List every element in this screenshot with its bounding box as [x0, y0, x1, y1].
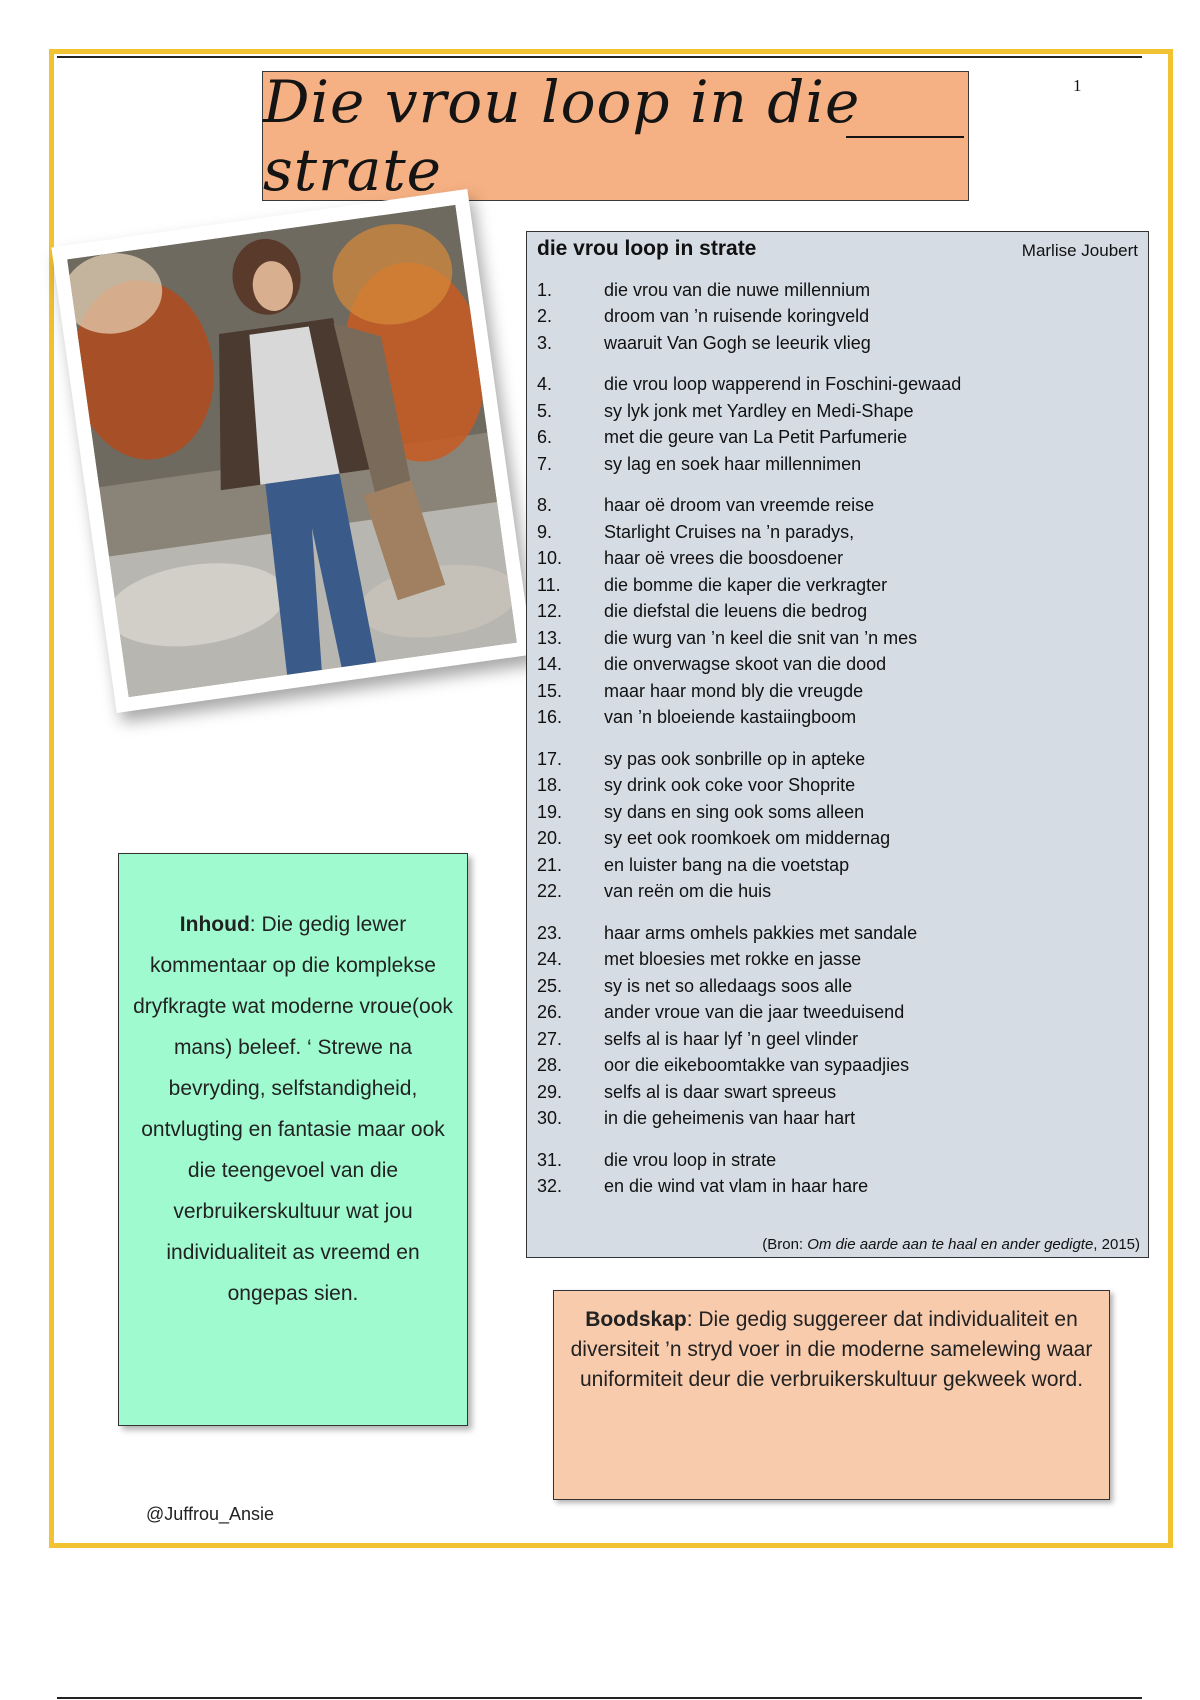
poem-line-number: 13. — [537, 627, 563, 648]
poem-author: Marlise Joubert — [1021, 241, 1138, 260]
poem-line-text: die vrou van die nuwe millennium — [604, 279, 871, 300]
poem-line-text: en die wind vat vlam in haar hare — [604, 1176, 869, 1197]
poem-line — [537, 625, 1137, 652]
poem-line-number: 32. — [537, 1176, 563, 1197]
poem-line — [537, 372, 1137, 399]
poem-line-text: van reën om die huis — [604, 881, 772, 902]
poem-source-prefix: (Bron: — [762, 1236, 808, 1253]
poem-line-number: 28. — [537, 1055, 563, 1076]
poem-line-number: 19. — [537, 801, 563, 822]
poem-line — [537, 973, 1137, 1000]
boodskap-box — [553, 1290, 1110, 1500]
poem-line — [537, 678, 1137, 705]
poem-line-text: sy is net so alledaags soos alle — [604, 975, 853, 996]
page-title-text: Die vrou loop in die strate — [263, 68, 861, 204]
poem-line-text: in die geheimenis van haar hart — [604, 1108, 856, 1129]
poem-stanza — [537, 1147, 1137, 1200]
poem-line-text: die vrou loop wapperend in Foschini-gewaad — [604, 374, 962, 395]
poem-line-text: en luister bang na die voetstap — [604, 854, 850, 875]
inhoud-box — [118, 853, 468, 1426]
poem-line-number: 1. — [537, 279, 553, 300]
poem-line — [537, 705, 1137, 732]
poem-line-number: 22. — [537, 881, 563, 902]
poem-line-number: 8. — [537, 495, 553, 516]
poem-line-text: die bomme die kaper die verkragter — [604, 574, 888, 595]
poem-line-number: 25. — [537, 975, 563, 996]
poem-line — [537, 799, 1137, 826]
bottom-rule — [57, 1697, 1142, 1699]
poem-line-number: 15. — [537, 680, 563, 701]
poem-line-text: haar oë vrees die boosdoener — [604, 548, 844, 569]
poem-line — [537, 852, 1137, 879]
poem-line-number: 7. — [537, 453, 553, 474]
poem-lines — [537, 277, 1137, 1215]
poem-line-text: die diefstal die leuens die bedrog — [604, 601, 868, 622]
poem-line — [537, 826, 1137, 853]
poem-line-text: sy drink ook coke voor Shoprite — [604, 775, 856, 796]
poem-line-number: 29. — [537, 1081, 563, 1102]
poem-stanza — [537, 746, 1137, 905]
poem-line-text: die vrou loop in strate — [604, 1149, 777, 1170]
poem-line — [537, 879, 1137, 906]
poem-line-text: sy dans en sing ook soms alleen — [604, 801, 865, 822]
poem-line-text: ander vroue van die jaar tweeduisend — [604, 1002, 905, 1023]
poem-line-number: 30. — [537, 1108, 563, 1129]
poem-line-text: van ’n bloeiende kastaiingboom — [604, 707, 857, 728]
poem-line-text: selfs al is haar lyf ’n geel vlinder — [604, 1028, 859, 1049]
poem-source — [762, 1236, 1140, 1253]
poem-line — [537, 1053, 1137, 1080]
poem-line — [537, 1147, 1137, 1174]
poem-line-number: 27. — [537, 1028, 563, 1049]
poem-stanza — [537, 372, 1137, 478]
poem-line-text: sy lyk jonk met Yardley en Medi-Shape — [604, 400, 914, 421]
poem-line-text: sy lag en soek haar millennimen — [604, 453, 862, 474]
poem-line-number: 3. — [537, 332, 553, 353]
poem-line-text: droom van ’n ruisende koringveld — [604, 306, 870, 327]
poem-line — [537, 599, 1137, 626]
poem-line-text: die wurg van ’n keel die snit van ’n mes — [604, 627, 918, 648]
poem-line-number: 21. — [537, 854, 563, 875]
poem-source-suffix: , 2015) — [1093, 1236, 1140, 1253]
poem-line-number: 14. — [537, 654, 563, 675]
poem-line-text: maar haar mond bly die vreugde — [604, 680, 864, 701]
poem-line-number: 6. — [537, 427, 553, 448]
poem-line — [537, 947, 1137, 974]
poem-line-text: met die geure van La Petit Parfumerie — [604, 427, 908, 448]
poem-line-number: 31. — [537, 1149, 563, 1170]
title-strikethrough — [846, 136, 964, 138]
poem-line — [537, 330, 1137, 357]
poem-line-number: 20. — [537, 828, 563, 849]
poem-line-number: 5. — [537, 400, 553, 421]
poem-line — [537, 546, 1137, 573]
poem-line — [537, 746, 1137, 773]
poem-line — [537, 1079, 1137, 1106]
page-number: 1 — [1073, 76, 1082, 95]
poem-line-text: Starlight Cruises na ’n paradys, — [604, 521, 855, 542]
poem-line-number: 12. — [537, 601, 563, 622]
page-title — [263, 68, 968, 204]
poem-line-text: haar arms omhels pakkies met sandale — [604, 922, 918, 943]
boodskap-label: Boodskap — [585, 1308, 687, 1331]
poem-line-text: haar oë droom van vreemde reise — [604, 495, 875, 516]
painting-photo — [51, 189, 532, 713]
poem-line-text: oor die eikeboomtakke van sypaadjies — [604, 1055, 910, 1076]
poem-line — [537, 425, 1137, 452]
poem-line-text: waaruit Van Gogh se leeurik vlieg — [604, 332, 871, 353]
poem-line-number: 10. — [537, 548, 563, 569]
boodskap-text: : Die gedig suggereer dat individualiteit en diversiteit ’n stryd voer in die moderne samelewing waar uniformiteit deur die verbruikerskultuur gekweek word. — [570, 1308, 1093, 1391]
poem-line — [537, 1106, 1137, 1133]
poem-line — [537, 493, 1137, 520]
title-banner — [262, 68, 969, 204]
poem-line-number: 4. — [537, 374, 553, 395]
poem-line-number: 11. — [537, 574, 561, 595]
author-handle: @Juffrou_Ansie — [146, 1504, 275, 1524]
poem-line — [537, 1000, 1137, 1027]
poem-title: die vrou loop in strate — [537, 237, 757, 260]
poem-line — [537, 652, 1137, 679]
poem-line-text: selfs al is daar swart spreeus — [604, 1081, 837, 1102]
poem-stanza — [537, 277, 1137, 357]
poem-line — [537, 451, 1137, 478]
poem-line — [537, 304, 1137, 331]
poem-line — [537, 277, 1137, 304]
poem-line — [537, 572, 1137, 599]
poem-line-number: 26. — [537, 1002, 563, 1023]
poem-line-number: 24. — [537, 949, 563, 970]
poem-line-number: 23. — [537, 922, 563, 943]
poem-line-number: 17. — [537, 748, 563, 769]
poem-line-text: sy eet ook roomkoek om middernag — [604, 828, 891, 849]
poem-stanza — [537, 493, 1137, 732]
inhoud-label: Inhoud — [179, 913, 250, 936]
poem-line — [537, 1174, 1137, 1201]
poem-stanza — [537, 920, 1137, 1132]
poem-line — [537, 773, 1137, 800]
poem-panel — [526, 231, 1149, 1258]
poem-line-number: 2. — [537, 306, 553, 327]
poem-line — [537, 398, 1137, 425]
poem-line — [537, 1026, 1137, 1053]
poem-source-title: Om die aarde aan te haal en ander gedigte — [807, 1236, 1094, 1253]
poem-line-number: 9. — [537, 521, 553, 542]
poem-line-text: sy pas ook sonbrille op in apteke — [604, 748, 866, 769]
poem-line-number: 18. — [537, 775, 563, 796]
poem-line — [537, 519, 1137, 546]
poem-line-text: die onverwagse skoot van die dood — [604, 654, 887, 675]
poem-line — [537, 920, 1137, 947]
poem-line-text: met bloesies met rokke en jasse — [604, 949, 862, 970]
woman-in-rain-painting — [67, 205, 517, 697]
poem-line-number: 16. — [537, 707, 563, 728]
inhoud-text: : Die gedig lewer kommentaar op die komplekse dryfkragte wat moderne vroue(ook mans) beleef. ‘ Strewe na bevryding, selfstandigheid, ontvlugting en fantasie maar ook die teengevoel van die verbruikerskultuur wat jou individualiteit as vreemd en ongepas sien. — [133, 913, 453, 1305]
